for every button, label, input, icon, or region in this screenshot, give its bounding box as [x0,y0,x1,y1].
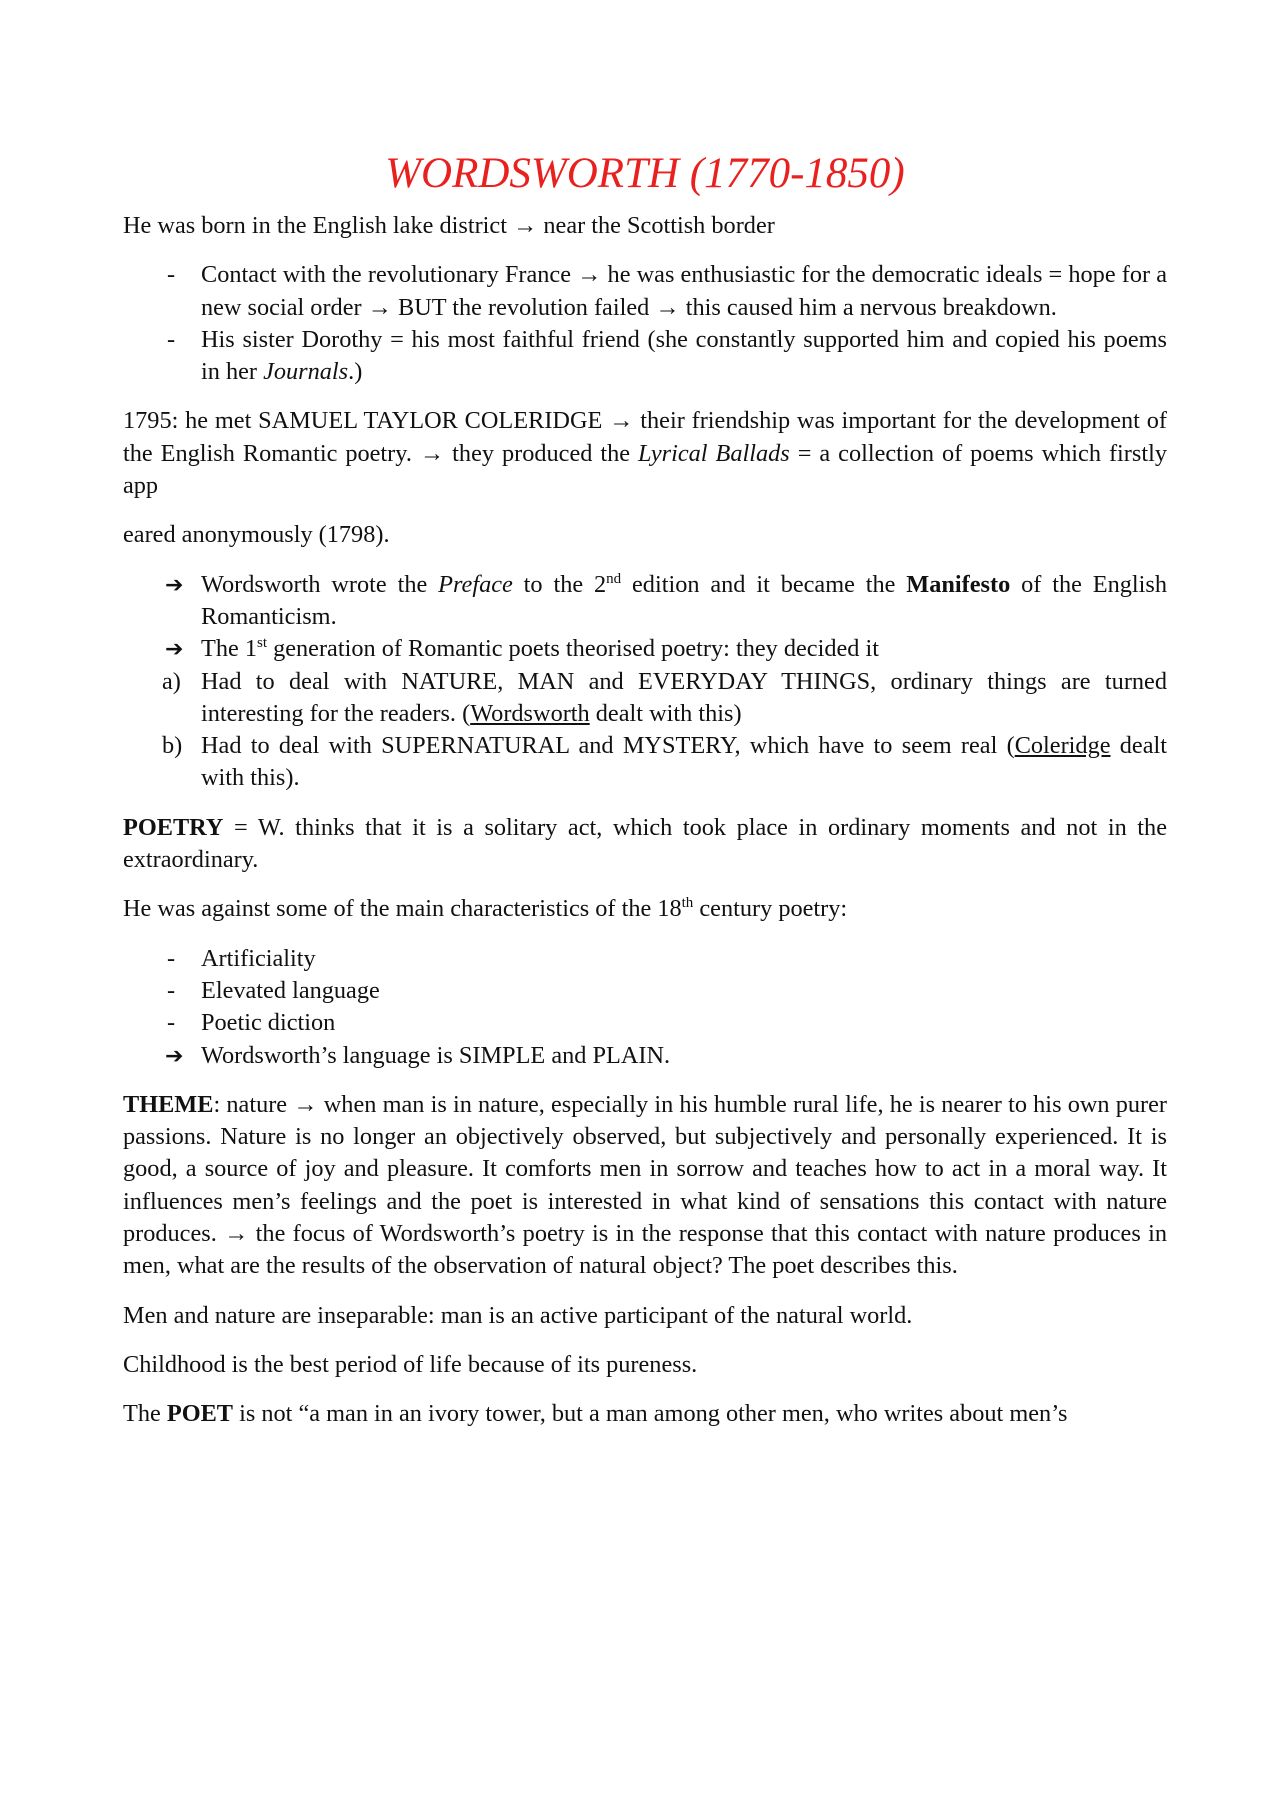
list-item: - Elevated language [123,975,1167,1007]
dash-bullet: - [167,976,176,1004]
page-title: WORDSWORTH (1770-1850) [385,150,905,197]
arrow-bullet-icon: ➔ [165,636,184,662]
paragraph-eared: eared anonymously (1798). [123,521,390,549]
paragraph-born: He was born in the English lake district → near the Scottish border [123,212,775,239]
characteristics-list [123,943,1167,1072]
paragraph-poet: The POET is not “a man in an ivory tower, but a man among other men, who writes about men’s [123,1400,1068,1428]
list-item: - Artificiality [123,943,1167,975]
wordsworth-underlined: Wordsworth [470,699,590,727]
list-item: a) Had to deal with NATURE, MAN and EVERYDAY THINGS, ordinary things are turned interesting for the readers. (Wordsworth dealt with this) [162,667,1167,727]
list-marker: b) [162,732,183,760]
bio-list [123,259,1167,388]
arrow-bullet-icon: ➔ [165,1042,184,1068]
paragraph-theme: THEME: nature → when man is in nature, especially in his humble rural life, he is nearer to his own purer passions. Nature is no longer an objectively observed, but subjectively and personally experienced. It is good, a source of joy and pleasure. It comforts men in sorrow and teaches how to act in a moral way. It influences men’s feelings and the poet is interested in what kind of sensations this contact with nature produces. → the focus of Wordsworth’s poetry is in the response that this contact with nature produces in men, what are the results of the observation of natural object? The poet describes this. [123,1090,1167,1280]
romanticism-list [123,569,1167,795]
dash-bullet: - [167,325,176,353]
list-item: - Poetic diction [123,1007,1167,1039]
list-marker: a) [162,667,181,695]
theme-label: THEME [123,1090,214,1118]
coleridge-underlined: Coleridge [1014,732,1111,760]
document-body [123,148,1167,1448]
list-item: b) Had to deal with SUPERNATURAL and MYSTERY, which have to seem real (Coleridge dealt with this). [162,732,1167,792]
list-item: ➔ The 1st generation of Romantic poets theorised poetry: they decided it [123,633,1167,665]
poetry-label: POETRY [123,813,224,841]
journals-title: Journals [263,358,349,386]
paragraph-inseparable: Men and nature are inseparable: man is an active participant of the natural world. [123,1301,913,1329]
dash-bullet: - [167,1009,176,1037]
manifesto-term: Manifesto [906,570,1011,598]
list-item: - Contact with the revolutionary France → he was enthusiastic for the democratic ideals = hope for a new social order → BUT the revolution failed → this caused him a nervous breakdown. [167,261,1167,321]
preface-title: Preface [438,570,513,598]
poet-label: POET [166,1400,234,1428]
dash-bullet: - [167,261,176,289]
paragraph-against: He was against some of the main characteristics of the 18th century poetry: [123,895,848,923]
paragraph-poetry: POETRY = W. thinks that it is a solitary act, which took place in ordinary moments and not in the extraordinary. [123,813,1167,874]
list-item: ➔ Wordsworth wrote the Preface to the 2nd edition and it became the Manifesto of the English Romanticism. [165,570,1167,630]
dash-bullet: - [167,944,176,972]
paragraph-1795: 1795: he met SAMUEL TAYLOR COLERIDGE → their friendship was important for the development of the English Romantic poetry. → they produced the Lyrical Ballads = a collection of poems which firstly app [123,407,1167,500]
list-item: ➔ Wordsworth’s language is SIMPLE and PLAIN. [123,1040,1167,1072]
lyrical-ballads-title: Lyrical Ballads [638,439,790,467]
list-item: - His sister Dorothy = his most faithful friend (she constantly supported him and copied his poems in her Journals.) [167,325,1167,386]
arrow-bullet-icon: ➔ [165,571,184,597]
paragraph-childhood: Childhood is the best period of life because of its pureness. [123,1350,698,1378]
